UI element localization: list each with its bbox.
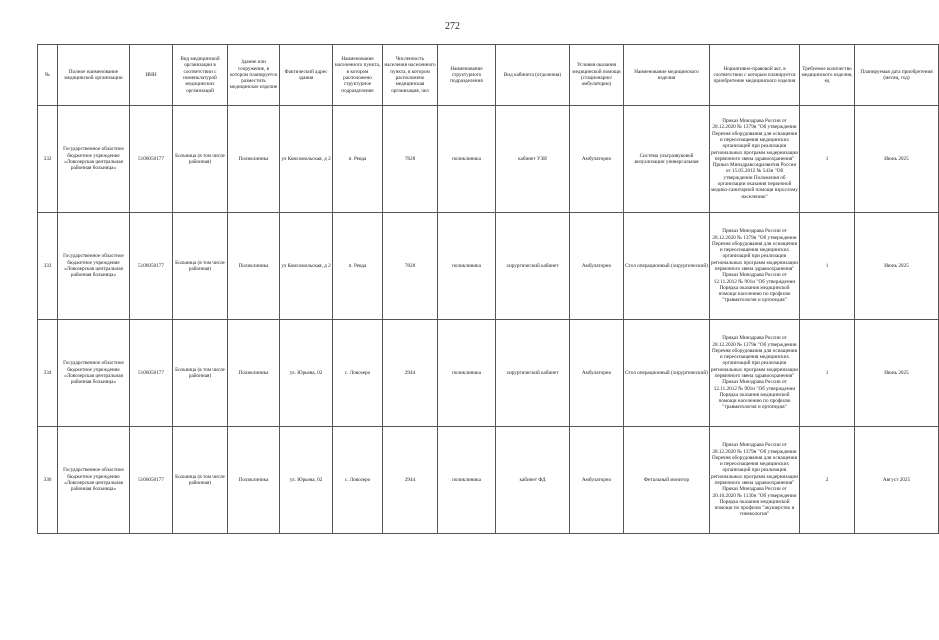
cell-settlement: п. Ревда: [333, 213, 383, 320]
cell-population: 2944: [383, 320, 438, 427]
page-number: 272: [445, 21, 460, 32]
cell-inn: 5106050177: [130, 106, 173, 213]
cell-org-type: Больница (в том числе районная): [173, 427, 228, 534]
cell-device: Фетальный монитор: [624, 427, 710, 534]
cell-org-type: Больница (в том числе районная): [173, 106, 228, 213]
cell-conditions: Амбулаторно: [570, 213, 624, 320]
cell-settlement: с. Ловозеро: [333, 320, 383, 427]
header-inn: ИНН: [130, 45, 173, 106]
cell-unit: поликлиника: [438, 427, 496, 534]
cell-org-name: Государственное областное бюджетное учреждение «Ловозерская центральная районная больница»: [58, 213, 130, 320]
table-row: [38, 427, 939, 534]
cell-unit: поликлиника: [438, 106, 496, 213]
cell-settlement: п. Ревда: [333, 106, 383, 213]
cell-act: Приказ Минздрава России от 28.12.2020 № 1379н "Об утверждении Перечня оборудования для оснащения и переоснащения медицинских организаций при реализации региональных программ модернизации первичного звена здравоохранения" Приказ Минздрава России от 20.10.2020 № 1130н "Об утверждении Порядка оказания медицинской помощи по профилю "акушерство и гинекология": [710, 427, 800, 534]
header-population: Численность населения населенного пункта, в котором расположено медицинская организация, чел: [383, 45, 438, 106]
cell-building: Поликлиника: [228, 320, 280, 427]
cell-act: Приказ Минздрава России от 28.12.2020 № 1379н "Об утверждении Перечня оборудования для оснащения и переоснащения медицинских организаций при реализации региональных программ модернизации первичного звена здравоохранения" Приказ Минздравсоцразвития России от 15.05.2012 № 543н "Об утверждении Положения об организации оказания первичной медико-санитарной помощи взрослому населению": [710, 106, 800, 213]
cell-org-name: Государственное областное бюджетное учреждение «Ловозерская центральная районная больница»: [58, 106, 130, 213]
header-org-type: Вид медицинской организации в соответствии с номенклатурой медицинских организаций: [173, 45, 228, 106]
header-quantity: Требуемое количество медицинского изделия, ед: [800, 45, 855, 106]
cell-inn: 5106050177: [130, 320, 173, 427]
header-number: №: [38, 45, 58, 106]
table-row: [38, 213, 939, 320]
cell-address: ул Комсомольская, д 2: [280, 106, 333, 213]
cell-building: Поликлиника: [228, 427, 280, 534]
cell-org-name: Государственное областное бюджетное учреждение «Ловозерская центральная районная больница»: [58, 427, 130, 534]
cell-org-name: Государственное областное бюджетное учреждение «Ловозерская центральная районная больница»: [58, 320, 130, 427]
header-building: Здание или сооружение, в котором планируется разместить медицинское изделие: [228, 45, 280, 106]
header-org-name: Полное наименование медицинской организации: [58, 45, 130, 106]
header-address: Фактический адрес здания: [280, 45, 333, 106]
cell-quantity: 1: [800, 320, 855, 427]
cell-address: ул Комсомольская, д 2: [280, 213, 333, 320]
table-row: [38, 106, 939, 213]
cell-org-type: Больница (в том числе районная): [173, 320, 228, 427]
cell-unit: поликлиника: [438, 213, 496, 320]
cell-quantity: 1: [800, 106, 855, 213]
header-cabinet: Вид кабинета (отделения): [496, 45, 570, 106]
cell-date: Июнь 2025: [855, 213, 939, 320]
table-row: [38, 320, 939, 427]
cell-cabinet: хирургический кабинет: [496, 213, 570, 320]
cell-building: Поликлиника: [228, 213, 280, 320]
cell-building: Поликлиника: [228, 106, 280, 213]
cell-quantity: 1: [800, 213, 855, 320]
cell-population: 2944: [383, 427, 438, 534]
cell-cabinet: кабинет УЗИ: [496, 106, 570, 213]
cell-act: Приказ Минздрава России от 28.12.2020 № 1379н "Об утверждении Перечня оборудования для оснащения и переоснащения медицинских организаций при реализации региональных программ модернизации первичного звена здравоохранения" Приказ Минздрава России от 12.11.2012 № 901н "Об утверждении Порядка оказания медицинской помощи населению по профилю "травматология и ортопедия": [710, 213, 800, 320]
cell-address: ул. Юрьева, 02: [280, 320, 333, 427]
header-row: [38, 45, 939, 106]
cell-population: 7828: [383, 106, 438, 213]
cell-cabinet: кабинет ФД: [496, 427, 570, 534]
cell-address: ул. Юрьева, 02: [280, 427, 333, 534]
cell-date: Июнь 2025: [855, 320, 939, 427]
cell-number: 336: [38, 427, 58, 534]
cell-date: Август 2025: [855, 427, 939, 534]
cell-inn: 5106050177: [130, 427, 173, 534]
header-unit: Наименование структурного подразделения: [438, 45, 496, 106]
cell-cabinet: хирургический кабинет: [496, 320, 570, 427]
equipment-table: [37, 44, 939, 534]
cell-number: 334: [38, 320, 58, 427]
header-date: Планируемая дата приобретения (месяц, год): [855, 45, 939, 106]
cell-date: Июнь 2025: [855, 106, 939, 213]
header-conditions: Условия оказания медицинской помощи (стационарно/амбулаторно): [570, 45, 624, 106]
cell-unit: поликлиника: [438, 320, 496, 427]
cell-act: Приказ Минздрава России от 28.12.2020 № 1379н "Об утверждении Перечня оборудования для оснащения и переоснащения медицинских организаций при реализации региональных программ модернизации первичного звена здравоохранения" Приказ Минздрава России от 12.11.2012 № 901н "Об утверждении Порядка оказания медицинской помощи населению по профилю "травматология и ортопедия": [710, 320, 800, 427]
cell-device: Система ультразвуковой визуализации универсальная: [624, 106, 710, 213]
cell-population: 7828: [383, 213, 438, 320]
cell-number: 332: [38, 106, 58, 213]
cell-settlement: с. Ловозеро: [333, 427, 383, 534]
cell-inn: 5106050177: [130, 213, 173, 320]
cell-quantity: 2: [800, 427, 855, 534]
cell-org-type: Больница (в том числе районная): [173, 213, 228, 320]
cell-conditions: Амбулаторно: [570, 427, 624, 534]
header-settlement: Наименование населенного пункта, в котором расположено структурное подразделение: [333, 45, 383, 106]
header-device: Наименование медицинского изделия: [624, 45, 710, 106]
cell-number: 333: [38, 213, 58, 320]
cell-conditions: Амбулаторно: [570, 320, 624, 427]
cell-device: Стол операционный (хирургический): [624, 320, 710, 427]
cell-conditions: Амбулаторно: [570, 106, 624, 213]
cell-device: Стол операционный (хирургический): [624, 213, 710, 320]
header-act: Нормативно-правовой акт, в соответствии с которым планируется приобретение медицинского изделия: [710, 45, 800, 106]
